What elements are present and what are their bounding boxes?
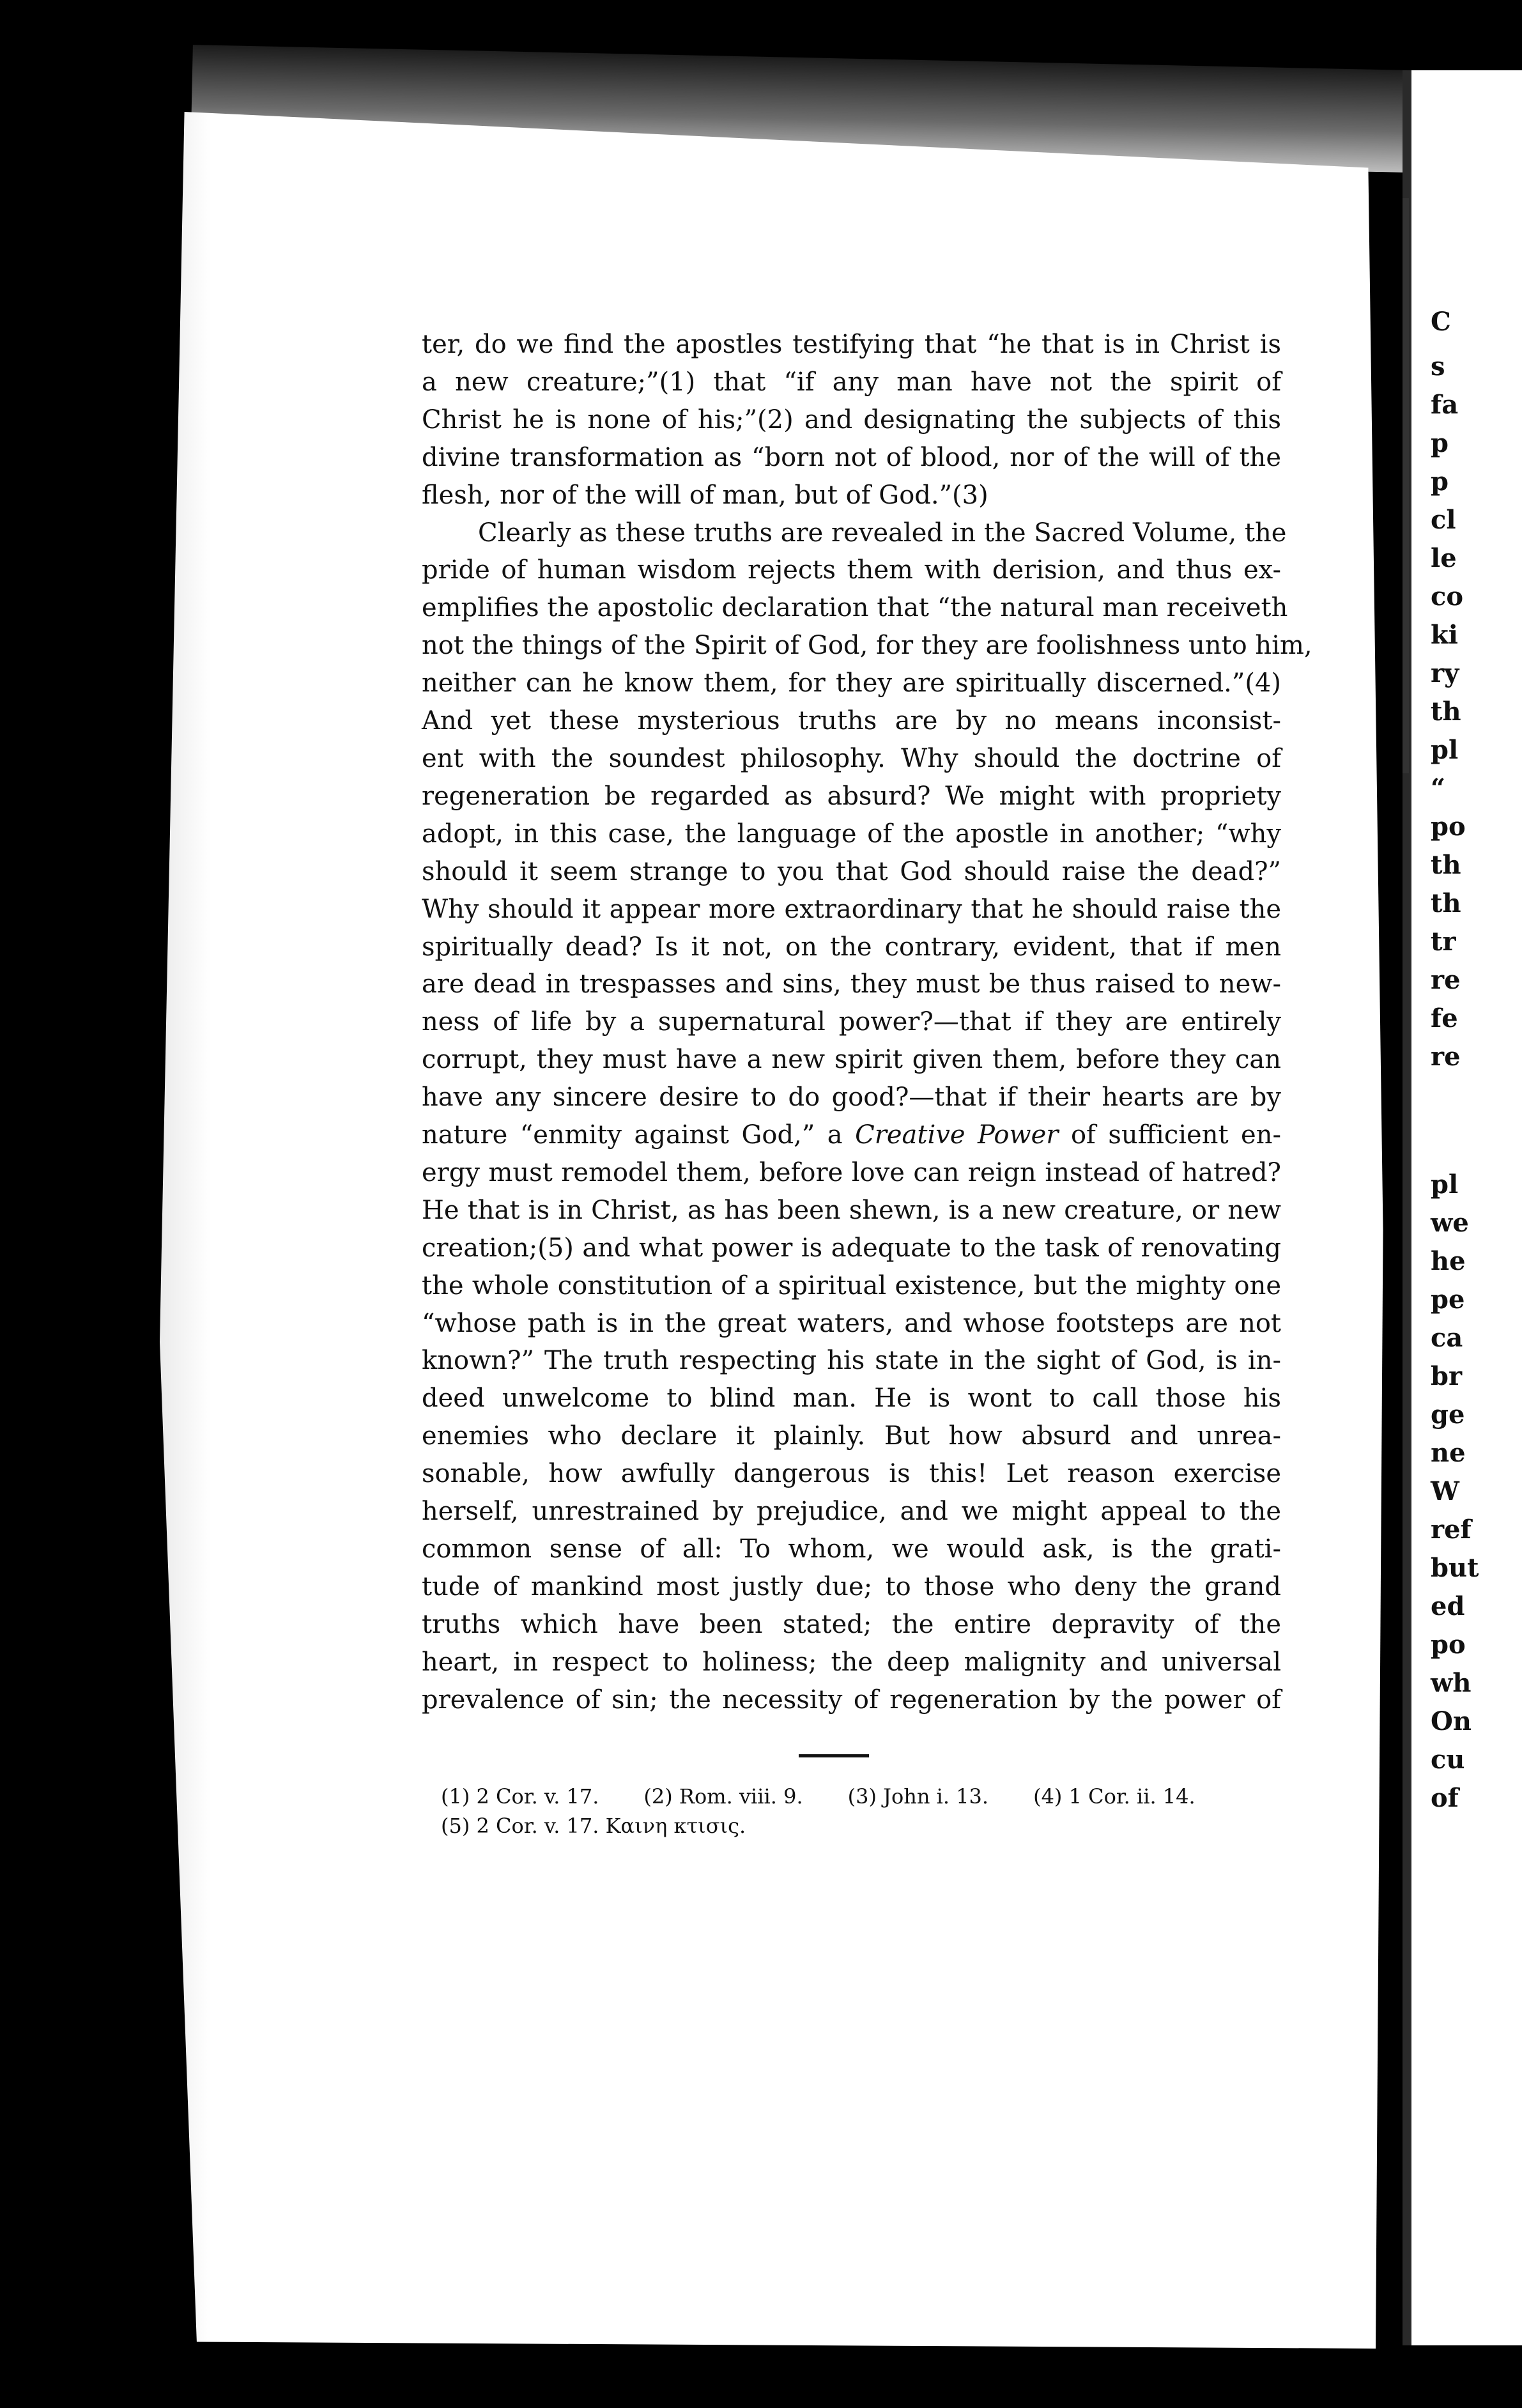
text-line: have any sincere desire to do good?—that if their hearts are by: [422, 1083, 1281, 1113]
footnote-row: [441, 1782, 1272, 1811]
adjacent-text-fragment: C: [1431, 307, 1451, 337]
body-text: [422, 326, 1312, 1719]
adjacent-text-fragment: “: [1431, 773, 1446, 803]
adjacent-text-fragment: pe: [1431, 1285, 1465, 1315]
adjacent-text-fragment: fa: [1431, 390, 1459, 420]
adjacent-text-fragment: ne: [1431, 1438, 1466, 1468]
text-line: common sense of all: To whom, we would ask, is the grati-: [422, 1534, 1281, 1564]
footnote: (4) 1 Cor. ii. 14.: [1033, 1784, 1195, 1809]
adjacent-text-fragment: fe: [1431, 1003, 1458, 1033]
adjacent-text-fragment: we: [1431, 1208, 1469, 1238]
footnote-row: (5) 2 Cor. v. 17. Καινη κτισις.: [441, 1814, 746, 1838]
adjacent-text-fragment: ca: [1431, 1323, 1463, 1353]
text-line: He that is in Christ, as has been shewn, is a new creature, or new: [422, 1195, 1281, 1225]
text-line: spiritually dead? Is it not, on the contrary, evident, that if men: [422, 932, 1281, 962]
text-line: Christ he is none of his;”(2) and designating the subjects of this: [422, 405, 1281, 435]
adjacent-text-fragment: th: [1431, 697, 1461, 727]
text-line: a new creature;”(1) that “if any man have not the spirit of: [422, 367, 1281, 397]
text-line: heart, in respect to holiness; the deep malignity and universal: [422, 1647, 1281, 1677]
text-line: known?” The truth respecting his state in the sight of God, is in-: [422, 1346, 1281, 1376]
adjacent-text-fragment: cu: [1431, 1745, 1465, 1775]
text-line: the whole constitution of a spiritual existence, but the mighty one: [422, 1270, 1281, 1300]
text-line: Why should it appear more extraordinary that he should raise the: [422, 894, 1281, 924]
text-line: divine transformation as “born not of blood, nor of the will of the: [422, 442, 1281, 472]
footnote-divider: [799, 1754, 869, 1757]
text-line: “whose path is in the great waters, and whose footsteps are not: [422, 1308, 1281, 1338]
adjacent-text-fragment: le: [1431, 543, 1457, 573]
adjacent-text-fragment: of: [1431, 1783, 1459, 1813]
spine-shadow: [1403, 198, 1409, 773]
text-line: emplifies the apostolic declaration that “the natural man receiveth: [422, 593, 1288, 623]
adjacent-text-fragment: ed: [1431, 1591, 1465, 1621]
adjacent-text-fragment: he: [1431, 1246, 1466, 1276]
text-line: creation;(5) and what power is adequate to the task of renovating: [422, 1233, 1281, 1263]
text-segment: of sufficient en-: [1058, 1120, 1281, 1150]
text-line: neither can he know them, for they are spiritually discerned.”(4): [422, 668, 1281, 698]
text-segment: nature “enmity against God,” a: [422, 1120, 856, 1150]
text-line: ent with the soundest philosophy. Why should the doctrine of: [422, 743, 1281, 773]
adjacent-text-fragment: re: [1431, 965, 1461, 995]
adjacent-page-strip: [1403, 70, 1522, 2345]
text-line: are dead in trespasses and sins, they must be thus raised to new-: [422, 969, 1281, 999]
text-line: truths which have been stated; the entire depravity of the: [422, 1609, 1281, 1639]
text-line: And yet these mysterious truths are by no means inconsist-: [422, 706, 1281, 736]
adjacent-text-fragment: but: [1431, 1553, 1479, 1583]
adjacent-text-fragment: br: [1431, 1361, 1463, 1391]
adjacent-text-fragment: ry: [1431, 658, 1459, 688]
text-line: should it seem strange to you that God should raise the dead?”: [422, 856, 1281, 886]
adjacent-text-fragment: th: [1431, 850, 1461, 880]
text-line: not the things of the Spirit of God, for they are foolishness unto him,: [422, 631, 1312, 661]
adjacent-text-fragment: W: [1431, 1476, 1459, 1506]
adjacent-text-fragment: th: [1431, 888, 1461, 918]
adjacent-text-fragment: pl: [1431, 735, 1459, 765]
adjacent-text-fragment: co: [1431, 582, 1464, 612]
text-line: prevalence of sin; the necessity of regeneration by the power of: [422, 1685, 1281, 1715]
text-line: regeneration be regarded as absurd? We might with propriety: [422, 781, 1281, 811]
text-line: flesh, nor of the will of man, but of God.”(3): [422, 480, 988, 510]
footnote: (2) Rom. viii. 9.: [643, 1784, 803, 1809]
text-line: ter, do we find the apostles testifying that “he that is in Christ is: [422, 330, 1281, 359]
text-line: tude of mankind most justly due; to those who deny the grand: [422, 1571, 1281, 1601]
adjacent-text-fragment: pl: [1431, 1169, 1459, 1200]
text-line: adopt, in this case, the language of the apostle in another; “why: [422, 819, 1281, 849]
italic-phrase: Creative Power: [855, 1120, 1059, 1150]
adjacent-text-fragment: wh: [1431, 1668, 1472, 1698]
adjacent-text-fragment: po: [1431, 1630, 1466, 1660]
adjacent-text-fragment: ki: [1431, 620, 1458, 650]
text-line: pride of human wisdom rejects them with derision, and thus ex-: [422, 555, 1281, 585]
adjacent-text-fragment: tr: [1431, 927, 1456, 957]
footnotes: [441, 1782, 1272, 1841]
adjacent-text-fragment: ge: [1431, 1400, 1465, 1430]
footnote: (1) 2 Cor. v. 17.: [441, 1784, 599, 1809]
adjacent-text-fragment: On: [1431, 1706, 1472, 1736]
adjacent-text-fragment: p: [1431, 467, 1449, 497]
text-line: herself, unrestrained by prejudice, and we might appeal to the: [422, 1497, 1281, 1527]
text-line: enemies who declare it plainly. But how absurd and unrea-: [422, 1421, 1281, 1451]
text-line: deed unwelcome to blind man. He is wont to call those his: [422, 1384, 1281, 1414]
adjacent-text-fragment: ref: [1431, 1515, 1472, 1545]
text-line-with-italic: [422, 1116, 1281, 1154]
adjacent-text-fragment: p: [1431, 428, 1449, 458]
paragraph-start-line: Clearly as these truths are revealed in the Sacred Volume, the: [478, 518, 1287, 548]
text-line: sonable, how awfully dangerous is this! Let reason exercise: [422, 1459, 1281, 1489]
adjacent-text-fragment: re: [1431, 1042, 1461, 1072]
text-line: ergy must remodel them, before love can reign instead of hatred?: [422, 1157, 1281, 1187]
footnote: (3) John i. 13.: [847, 1784, 989, 1809]
text-line: corrupt, they must have a new spirit given them, before they can: [422, 1045, 1281, 1075]
adjacent-text-fragment: cl: [1431, 505, 1456, 535]
text-line: ness of life by a supernatural power?—that if they are entirely: [422, 1007, 1281, 1037]
adjacent-text-fragment: s: [1431, 351, 1445, 382]
adjacent-text-fragment: po: [1431, 812, 1466, 842]
